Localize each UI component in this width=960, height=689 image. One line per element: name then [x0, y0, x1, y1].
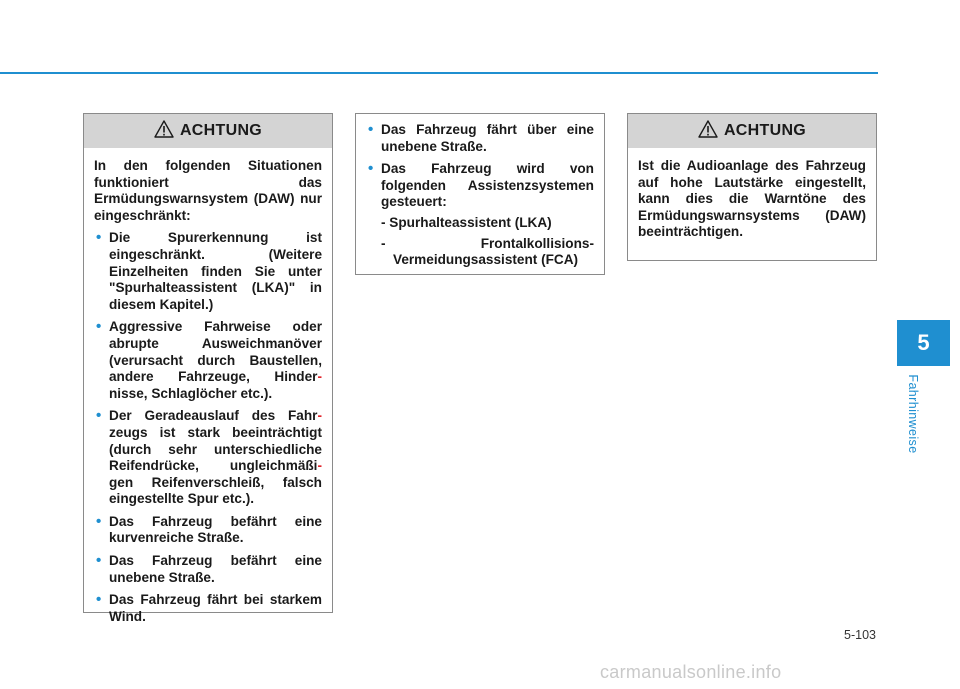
list-item: • Das Fahrzeug befährt eine unebene Straße. — [94, 553, 322, 586]
warning-triangle-icon — [698, 120, 718, 138]
sub-item: - Frontalkollisions-Vermeidungsassistent (FCA) — [381, 235, 594, 268]
intro-text: In den folgenden Situationen funktioniert das Ermüdungswarnsystem (DAW) nur eingeschränkt: — [94, 158, 322, 223]
chapter-tab: 5 — [897, 320, 950, 366]
warning-header — [628, 114, 876, 148]
warning-text: Ist die Audioanlage des Fahrzeug auf hohe Lautstärke eingestellt, kann dies die Warntöne des Ermüdungswarnsystems (DAW) beeinträchtigen. — [638, 158, 866, 240]
warning-header — [84, 114, 332, 148]
warning-box-right — [627, 113, 877, 261]
page-number: 5-103 — [844, 628, 876, 642]
list-item: • Die Spurerkennung ist eingeschränkt. (Weitere Einzelheiten finden Sie unter "Spurhalteassistent (LKA)" in diesem Kapitel.) — [94, 230, 322, 313]
continuation-box — [355, 113, 605, 275]
chapter-label: Fahrhinweise — [906, 374, 920, 454]
watermark: carmanualsonline.info — [600, 662, 782, 682]
sub-list — [366, 215, 594, 269]
warning-triangle-icon — [154, 120, 174, 138]
hyphen-mark: - — [317, 458, 322, 474]
list-item: • Das Fahrzeug wird von folgenden Assistenzsystemen gesteuert: — [366, 161, 594, 211]
sub-item: - Spurhalteassistent (LKA) — [381, 214, 552, 230]
list-item: • Das Fahrzeug fährt bei starkem Wind. — [94, 592, 322, 625]
hyphen-mark: - — [317, 369, 322, 385]
top-rule — [0, 72, 878, 74]
hyphen-mark: - — [317, 408, 322, 424]
warning-box-left — [83, 113, 333, 624]
warning-title: ACHTUNG — [723, 122, 807, 139]
warning-title: ACHTUNG — [179, 122, 263, 139]
list-item: • Aggressive Fahrweise oder abrupte Ausweichmanöver (verursacht durch Baustellen, andere Fahrzeuge, Hinder- nisse, Schlaglöcher etc.). — [94, 319, 322, 402]
list-item: • Das Fahrzeug fährt über eine unebene Straße. — [366, 122, 594, 155]
list-item: • Der Geradeauslauf des Fahr- zeugs ist stark beeinträchtigt (durch sehr unterschiedliche Reifendrücke, ungleichmäßi- gen Reifenverschleiß, falsch eingestellte Spur etc.). — [94, 408, 322, 508]
list-item: • Das Fahrzeug befährt eine kurvenreiche Straße. — [94, 514, 322, 547]
